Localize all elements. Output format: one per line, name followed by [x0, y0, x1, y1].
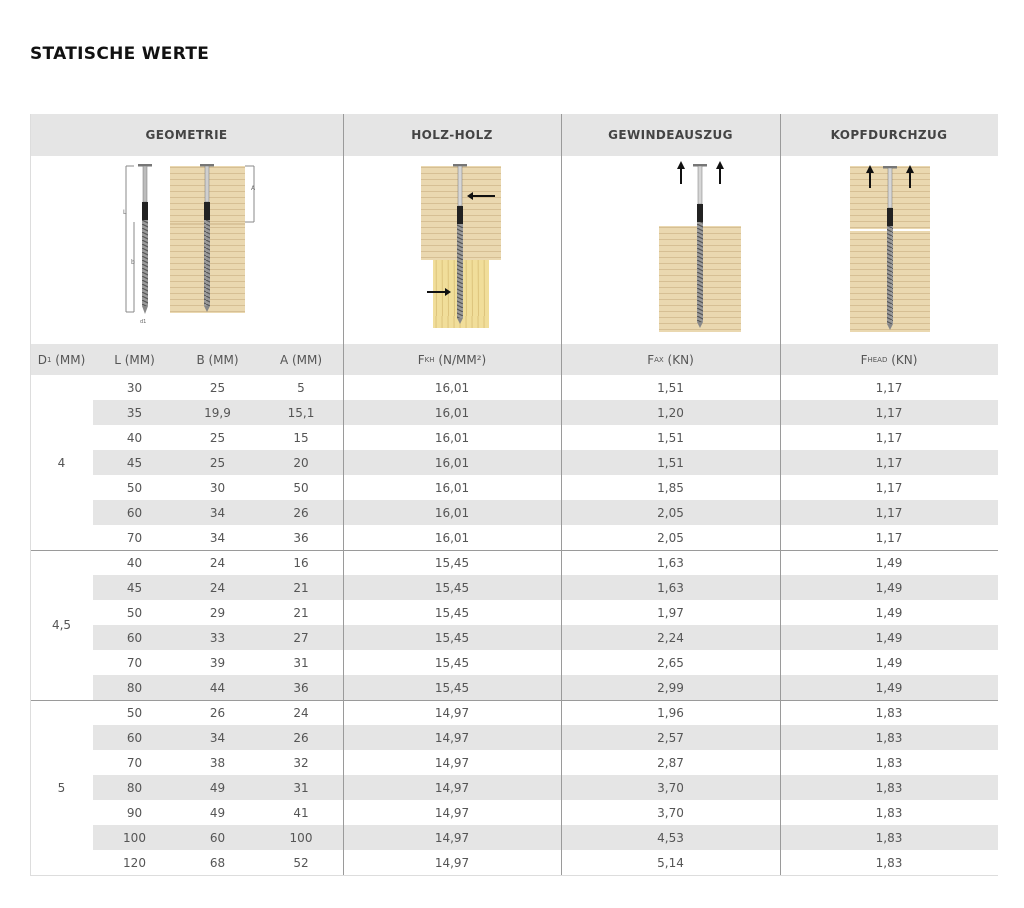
table-row [93, 800, 998, 825]
table-row [93, 850, 998, 875]
cell-a: 5 [297, 380, 305, 395]
cell-fkh: 14,97 [434, 805, 470, 820]
table-row [93, 600, 998, 625]
cell-l: 45 [126, 455, 143, 470]
table-row [93, 700, 998, 725]
cell-l: 50 [126, 705, 143, 720]
table-row [93, 475, 998, 500]
cell-a: 27 [293, 630, 309, 645]
cell-b: 30 [209, 480, 226, 495]
cell-fkh: 16,01 [434, 380, 470, 395]
cell-fkh: 16,01 [434, 405, 470, 420]
cell-fhead: 1,83 [875, 830, 903, 845]
cell-fkh: 14,97 [434, 780, 470, 795]
col-b: B (MM) [196, 352, 239, 367]
table-row [93, 675, 998, 700]
cell-a: 52 [293, 855, 309, 870]
group-divider [30, 700, 998, 701]
cell-fkh: 14,97 [434, 830, 470, 845]
cell-fkh: 14,97 [434, 730, 470, 745]
cell-l: 35 [126, 405, 143, 420]
cell-fax: 2,99 [657, 680, 684, 695]
d1-group-cell: 4 [30, 375, 93, 550]
table-row [93, 825, 998, 850]
cell-a: 20 [293, 455, 309, 470]
geometry-figure [30, 156, 343, 344]
cell-a: 26 [293, 730, 309, 745]
cell-a: 15 [293, 430, 309, 445]
cell-fhead: 1,17 [875, 455, 903, 470]
column-divider [561, 114, 562, 875]
table-row [93, 775, 998, 800]
cell-a: 24 [293, 705, 309, 720]
cell-fkh: 16,01 [434, 480, 470, 495]
cell-fax: 5,14 [657, 855, 684, 870]
col-d1: D 1 (MM) [37, 352, 86, 367]
cell-a: 32 [293, 755, 309, 770]
cell-a: 31 [293, 780, 309, 795]
column-divider [780, 114, 781, 875]
col-fkh: F KH (N/MM²) [417, 352, 487, 367]
cell-b: 26 [209, 705, 226, 720]
cell-a: 26 [293, 505, 309, 520]
cell-b: 68 [209, 855, 226, 870]
cell-l: 70 [126, 530, 143, 545]
cell-fhead: 1,49 [875, 655, 903, 670]
cell-b: 60 [209, 830, 226, 845]
cell-fkh: 15,45 [434, 605, 470, 620]
cell-l: 60 [126, 630, 143, 645]
column-divider [343, 114, 344, 875]
header-gewindeauszug: GEWINDEAUSZUG [561, 114, 780, 156]
cell-b: 44 [209, 680, 226, 695]
cell-fhead: 1,83 [875, 730, 903, 745]
cell-fhead: 1,17 [875, 505, 903, 520]
column-header-row [30, 344, 998, 375]
gewindeauszug-figure [561, 156, 780, 344]
cell-fax: 1,96 [657, 705, 684, 720]
d1-group-cell: 4,5 [30, 550, 93, 700]
col-fax: F AX (KN) [647, 352, 694, 367]
cell-fax: 2,57 [657, 730, 684, 745]
cell-l: 40 [126, 555, 143, 570]
table-row [93, 400, 998, 425]
cell-b: 25 [209, 380, 226, 395]
cell-b: 24 [209, 555, 226, 570]
geometry-screw-diagram [30, 156, 343, 344]
holz-holz-figure [343, 156, 561, 344]
cell-a: 16 [293, 555, 309, 570]
label-l: L [123, 209, 127, 216]
label-d: d1 [140, 319, 147, 325]
cell-fax: 4,53 [657, 830, 684, 845]
cell-a: 36 [293, 680, 309, 695]
cell-l: 70 [126, 755, 143, 770]
cell-a: 21 [293, 605, 309, 620]
cell-fkh: 16,01 [434, 455, 470, 470]
cell-l: 30 [126, 380, 143, 395]
col-fhead: F HEAD (KN) [860, 352, 918, 367]
cell-l: 45 [126, 580, 143, 595]
cell-b: 25 [209, 455, 226, 470]
group-divider [30, 550, 998, 551]
table-row [93, 625, 998, 650]
cell-l: 40 [126, 430, 143, 445]
cell-l: 80 [126, 780, 143, 795]
cell-a: 15,1 [287, 405, 315, 420]
cell-fax: 1,51 [657, 455, 684, 470]
cell-fhead: 1,49 [875, 630, 903, 645]
cell-fax: 1,51 [657, 380, 684, 395]
cell-b: 34 [209, 505, 226, 520]
cell-fkh: 14,97 [434, 705, 470, 720]
label-a: A [251, 185, 256, 192]
cell-fhead: 1,83 [875, 705, 903, 720]
cell-fhead: 1,17 [875, 380, 903, 395]
cell-fhead: 1,49 [875, 580, 903, 595]
cell-a: 41 [293, 805, 309, 820]
cell-l: 50 [126, 480, 143, 495]
cell-b: 29 [209, 605, 226, 620]
cell-a: 21 [293, 580, 309, 595]
cell-fhead: 1,17 [875, 430, 903, 445]
table-row [93, 575, 998, 600]
cell-l: 100 [123, 830, 146, 845]
table-row [93, 500, 998, 525]
cell-fax: 2,05 [657, 505, 684, 520]
cell-a: 31 [293, 655, 309, 670]
cell-b: 24 [209, 580, 226, 595]
cell-a: 100 [289, 830, 313, 845]
d1-group-cell: 5 [30, 700, 93, 875]
table-row [93, 375, 998, 400]
cell-l: 60 [126, 505, 143, 520]
cell-b: 38 [209, 755, 226, 770]
page-title: STATISCHE WERTE [30, 44, 210, 64]
cell-l: 60 [126, 730, 143, 745]
kopfdurchzug-figure [780, 156, 998, 344]
cell-l: 80 [126, 680, 143, 695]
cell-l: 70 [126, 655, 143, 670]
cell-fhead: 1,83 [875, 855, 903, 870]
cell-fhead: 1,17 [875, 405, 903, 420]
cell-fhead: 1,49 [875, 605, 903, 620]
cell-fax: 1,63 [657, 580, 684, 595]
cell-a: 50 [293, 480, 309, 495]
cell-fkh: 16,01 [434, 530, 470, 545]
cell-fhead: 1,83 [875, 755, 903, 770]
cell-fhead: 1,17 [875, 480, 903, 495]
cell-fhead: 1,49 [875, 555, 903, 570]
cell-b: 19,9 [204, 405, 231, 420]
table-row [93, 450, 998, 475]
cell-l: 120 [123, 855, 146, 870]
cell-b: 49 [209, 805, 226, 820]
cell-b: 39 [209, 655, 226, 670]
cell-l: 90 [126, 805, 143, 820]
cell-l: 50 [126, 605, 143, 620]
table-row [93, 725, 998, 750]
cell-fax: 2,24 [657, 630, 684, 645]
cell-fax: 1,51 [657, 430, 684, 445]
cell-fhead: 1,17 [875, 530, 903, 545]
col-l: L (MM) [114, 352, 155, 367]
label-b: b [131, 259, 135, 266]
cell-fhead: 1,49 [875, 680, 903, 695]
header-kopfdurchzug: KOPFDURCHZUG [780, 114, 998, 156]
col-a: A (MM) [279, 352, 323, 367]
cell-fax: 3,70 [657, 780, 684, 795]
cell-fkh: 15,45 [434, 555, 470, 570]
table-row [93, 650, 998, 675]
cell-fax: 1,97 [657, 605, 684, 620]
table-row [93, 750, 998, 775]
cell-fax: 2,87 [657, 755, 684, 770]
table-bottom-border [30, 875, 998, 876]
cell-fkh: 14,97 [434, 855, 470, 870]
cell-fkh: 15,45 [434, 630, 470, 645]
cell-b: 25 [209, 430, 226, 445]
table-row [93, 425, 998, 450]
cell-fax: 1,63 [657, 555, 684, 570]
cell-fax: 2,65 [657, 655, 684, 670]
cell-fax: 2,05 [657, 530, 684, 545]
cell-fkh: 16,01 [434, 505, 470, 520]
cell-a: 36 [293, 530, 309, 545]
cell-fkh: 15,45 [434, 655, 470, 670]
cell-fkh: 15,45 [434, 680, 470, 695]
cell-b: 34 [209, 730, 226, 745]
cell-fax: 3,70 [657, 805, 684, 820]
cell-b: 34 [209, 530, 226, 545]
cell-fhead: 1,83 [875, 805, 903, 820]
gewindeauszug-diagram [561, 156, 780, 344]
cell-fhead: 1,83 [875, 780, 903, 795]
cell-b: 49 [209, 780, 226, 795]
kopfdurchzug-diagram [780, 156, 998, 344]
cell-b: 33 [209, 630, 226, 645]
table-row [93, 525, 998, 550]
cell-fax: 1,85 [657, 480, 684, 495]
table-left-border [30, 114, 31, 875]
cell-fkh: 15,45 [434, 580, 470, 595]
table-row [93, 550, 998, 575]
cell-fkh: 14,97 [434, 755, 470, 770]
header-holz-holz: HOLZ-HOLZ [343, 114, 561, 156]
cell-fkh: 16,01 [434, 430, 470, 445]
holz-holz-diagram [343, 156, 561, 344]
cell-fax: 1,20 [657, 405, 684, 420]
header-geometrie: GEOMETRIE [30, 114, 343, 156]
